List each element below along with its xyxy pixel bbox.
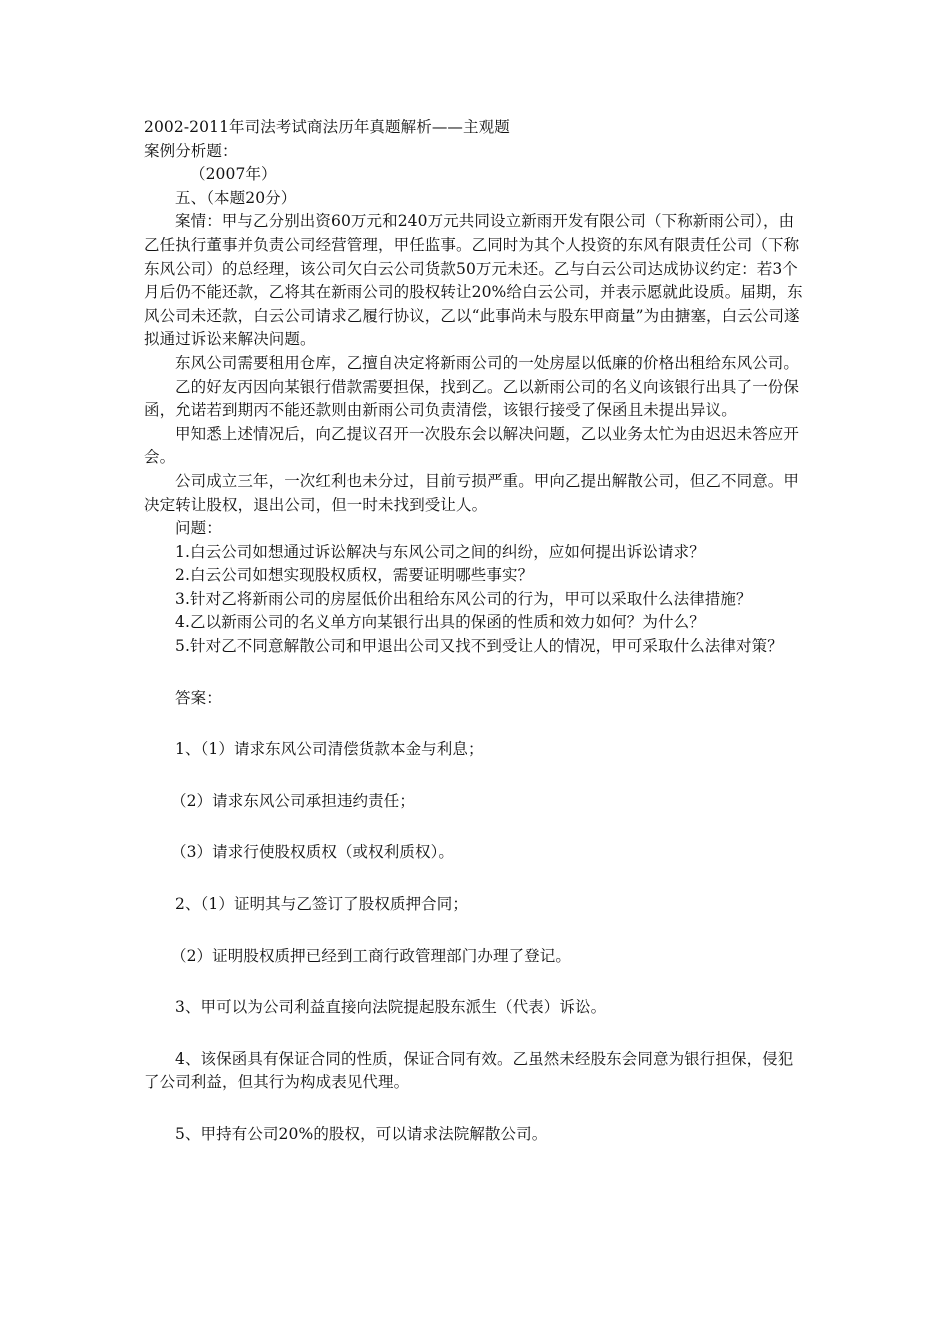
- case-paragraph: 乙的好友丙因向某银行借款需要担保，找到乙。乙以新雨公司的名义向该银行出具了一份保函，允诺若到期丙不能还款则由新雨公司负责清偿，该银行接受了保函且未提出异议。: [144, 377, 800, 420]
- case-paragraph: 案情：甲与乙分别出资60万元和240万元共同设立新雨开发有限公司（下称新雨公司），由乙任执行董事并负责公司经营管理，甲任监事。乙同时为其个人投资的东风有限责任公司（下称东风公司）的总经理，该公司欠白云公司货款50万元未还。乙与白云公司达成协议约定：若3个月后仍不能还款，乙将其在新雨公司的股权转让20%给白云公司，并表示愿就此设质。届期，东风公司未还款，白云公司请求乙履行协议，乙以“此事尚未与股东甲商量”为由搪塞，白云公司遂拟通过诉讼来解决问题。: [144, 212, 803, 349]
- case-paragraph: 公司成立三年，一次红利也未分过，目前亏损严重。甲向乙提出解散公司，但乙不同意。甲决定转让股权，退出公司，但一时未找到受让人。: [144, 471, 800, 514]
- question-item: 4.乙以新雨公司的名义单方向某银行出具的保函的性质和效力如何？为什么？: [175, 613, 705, 632]
- case-paragraph: 东风公司需要租用仓库，乙擅自决定将新雨公司的一处房屋以低廉的价格出租给东风公司。: [175, 353, 800, 372]
- question-item: 2.白云公司如想实现股权质权，需要证明哪些事实？: [175, 566, 534, 585]
- year-label: （2007年）: [190, 165, 277, 184]
- section-label: 案例分析题：: [144, 141, 238, 160]
- question-item: 3.针对乙将新雨公司的房屋低价出租给东风公司的行为，甲可以采取什么法律措施？: [175, 589, 752, 608]
- answer-item: 1、（1）请求东风公司清偿货款本金与利息；: [175, 740, 484, 759]
- answer-item: 4、该保函具有保证合同的性质，保证合同有效。乙虽然未经股东会同意为银行担保，侵犯了公司利益，但其行为构成表见代理。: [144, 1049, 794, 1092]
- questions-label: 问题：: [175, 519, 222, 538]
- answers-label: 答案：: [175, 688, 222, 707]
- answer-item: 5、甲持有公司20%的股权，可以请求法院解散公司。: [175, 1125, 548, 1143]
- answer-item: （2）证明股权质押已经到工商行政管理部门办理了登记。: [171, 946, 571, 965]
- answers-list: [144, 738, 806, 1146]
- answer-item: （3）请求行使股权质权（或权利质权）。: [171, 843, 455, 862]
- question-item: 1.白云公司如想通过诉讼解决与东风公司之间的纠纷，应如何提出诉讼请求？: [175, 542, 705, 561]
- answer-item: 2、（1）证明其与乙签订了股权质押合同；: [175, 895, 468, 914]
- answer-item: 3、甲可以为公司利益直接向法院提起股东派生（代表）诉讼。: [175, 998, 607, 1017]
- answer-item: （2）请求东风公司承担违约责任；: [171, 791, 415, 810]
- case-paragraph: 甲知悉上述情况后，向乙提议召开一次股东会以解决问题，乙以业务太忙为由迟迟未答应开会。: [144, 424, 800, 467]
- document-title: 2002-2011年司法考试商法历年真题解析——主观题: [144, 118, 510, 136]
- question-item: 5.针对乙不同意解散公司和甲退出公司又找不到受让人的情况，甲可采取什么法律对策？: [175, 637, 783, 656]
- document-body: [144, 116, 806, 1147]
- question-header: 五、（本题20分）: [175, 188, 297, 207]
